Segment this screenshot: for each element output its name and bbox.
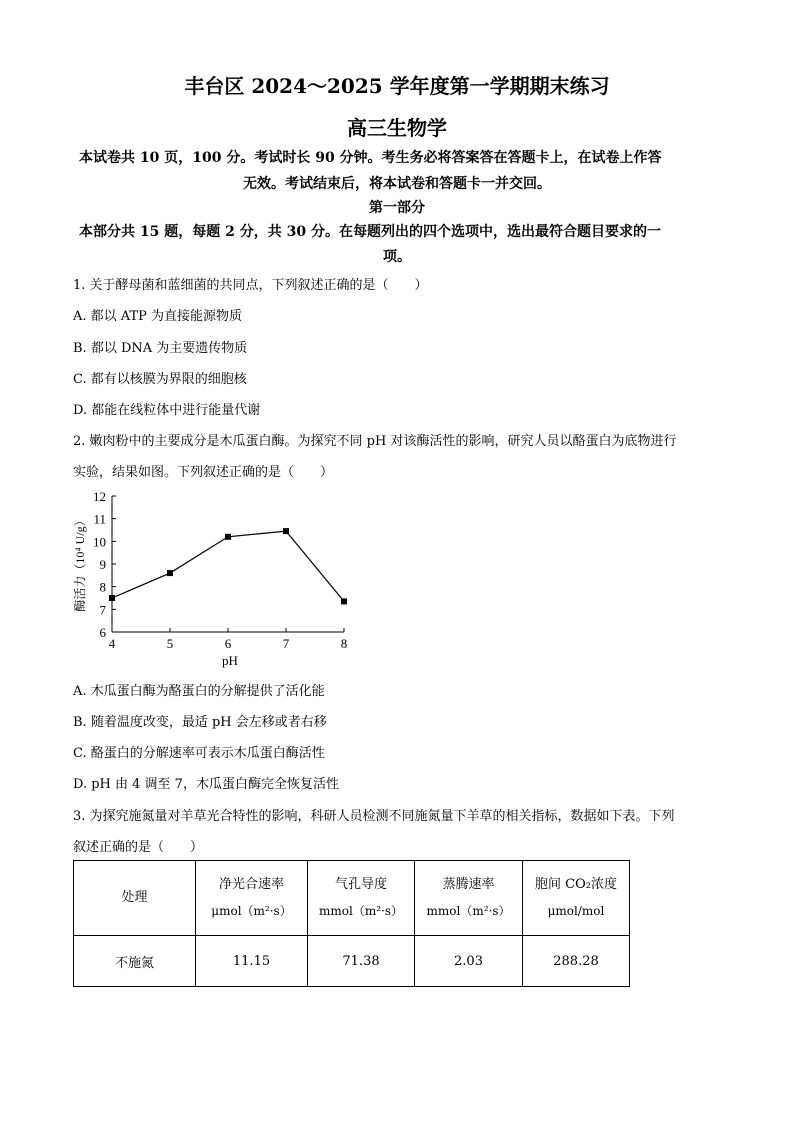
table-cell: 不施氮 [74, 936, 196, 987]
section-title: 第一部分 [369, 200, 425, 216]
section-desc-line-1: 本部分共 15 题，每题 2 分，共 30 分。在每题列出的四个选项中，选出最符合题目要求的一 [79, 224, 661, 240]
table-header-row [74, 861, 630, 936]
x-tick-label: 4 [108, 636, 116, 651]
data-point [283, 528, 289, 534]
table-header-cell: 蒸腾速率 mmol（m²·s） [415, 861, 523, 936]
q3-stem-line-1: 3. 为探究施氮量对羊草光合特性的影响，科研人员检测不同施氮量下羊草的相关指标，数据如下表。下列 [73, 809, 675, 824]
table-header-cell: 净光合速率 μmol（m²·s） [196, 861, 308, 936]
q2-option-c: C. 酪蛋白的分解速率可表示木瓜蛋白酶活性 [73, 746, 325, 761]
y-tick-label: 12 [93, 489, 106, 504]
table-cell: 11.15 [196, 936, 308, 987]
table-header-cell: 处理 [74, 861, 196, 936]
instructions-line-2: 无效。考试结束后，将本试卷和答题卡一并交回。 [243, 176, 551, 192]
y-tick-label: 8 [99, 579, 106, 595]
table-row [74, 936, 630, 987]
section-desc-line-2: 项。 [383, 249, 411, 265]
q1-option-c: C. 都有以核膜为界限的细胞核 [73, 372, 247, 387]
nitrogen-data-table [73, 860, 630, 987]
q2-stem-line-2: 实验，结果如图。下列叙述正确的是（ ） [73, 465, 334, 480]
q2-option-b: B. 随着温度改变，最适 pH 会左移或者右移 [73, 715, 327, 730]
x-tick-label: 8 [340, 636, 348, 651]
x-tick-label: 7 [282, 636, 290, 651]
q1-option-b: B. 都以 DNA 为主要遗传物质 [73, 341, 248, 356]
table-cell: 2.03 [415, 936, 523, 987]
table-header-cell: 胞间 CO₂浓度 μmol/mol [523, 861, 630, 936]
y-tick-label: 10 [93, 534, 106, 550]
x-axis-label: pH [222, 653, 238, 668]
q2-option-d: D. pH 由 4 调至 7，木瓜蛋白酶完全恢复活性 [73, 777, 339, 792]
q2-stem-line-1: 2. 嫩肉粉中的主要成分是木瓜蛋白酶。为探究不同 pH 对该酶活性的影响，研究人员以酪蛋白为底物进行 [73, 434, 677, 449]
enzyme-activity-chart [60, 485, 370, 675]
exam-subject: 高三生物学 [347, 116, 447, 140]
table-cell: 288.28 [523, 936, 630, 987]
series-line [112, 531, 344, 601]
y-axis-label: 酶活力（10⁴ U/g） [73, 514, 87, 612]
y-tick-label: 11 [93, 511, 106, 527]
q3-stem-line-2: 叙述正确的是（ ） [73, 840, 204, 855]
data-point [225, 534, 231, 540]
exam-title: 丰台区 2024～2025 学年度第一学期期末练习 [184, 74, 610, 98]
table-cell: 71.38 [308, 936, 415, 987]
data-point [167, 570, 173, 576]
instructions-line-1: 本试卷共 10 页，100 分。考试时长 90 分钟。考生务必将答案答在答题卡上，在试卷上作答 [79, 150, 662, 166]
x-tick-label: 6 [224, 636, 232, 651]
y-tick-label: 7 [99, 602, 106, 618]
x-tick-label: 5 [166, 636, 174, 651]
q1-option-d: D. 都能在线粒体中进行能量代谢 [73, 403, 261, 418]
q2-option-a: A. 木瓜蛋白酶为酪蛋白的分解提供了活化能 [73, 684, 325, 699]
y-tick-label: 6 [99, 625, 106, 640]
table-header-cell: 气孔导度 mmol（m²·s） [308, 861, 415, 936]
data-point [109, 595, 115, 601]
y-tick-label: 9 [99, 557, 106, 572]
q1-stem: 1. 关于酵母菌和蓝细菌的共同点，下列叙述正确的是（ ） [73, 278, 428, 293]
q1-option-a: A. 都以 ATP 为直接能源物质 [73, 309, 243, 324]
data-point [341, 598, 347, 604]
